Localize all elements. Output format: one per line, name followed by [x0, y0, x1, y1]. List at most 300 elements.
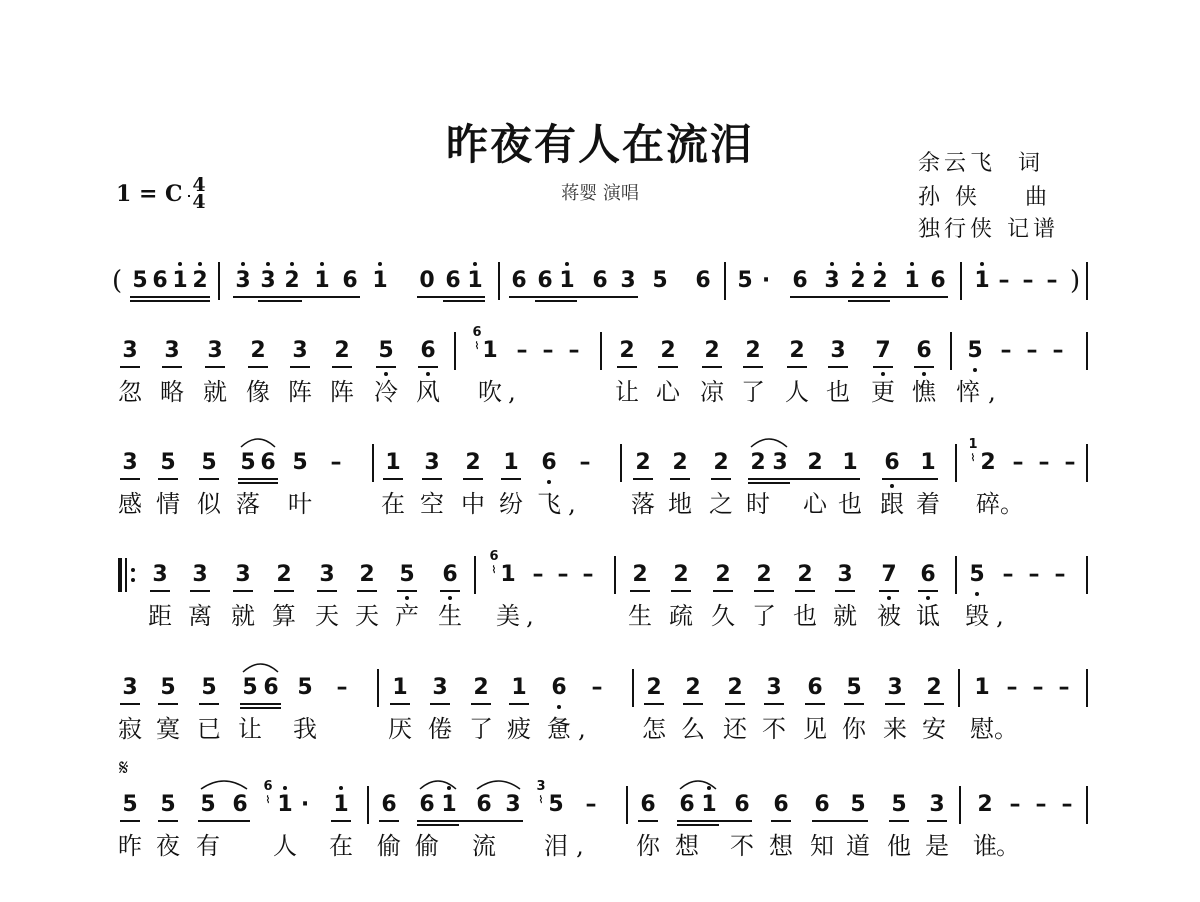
note: 6 — [792, 268, 808, 293]
singer-credit: 蒋婴 演唱 — [561, 183, 639, 204]
lyric-char: 落 — [236, 490, 260, 518]
octave-dot-high — [830, 262, 834, 266]
dash: – — [591, 675, 603, 700]
beam-line — [290, 366, 310, 368]
slur-arc — [242, 661, 279, 673]
lyric-char: 阵 — [330, 378, 354, 406]
bar-line — [632, 669, 634, 707]
beam-line — [443, 300, 485, 302]
note: 1 — [559, 268, 575, 293]
grace-note: 1 — [968, 437, 978, 452]
lyric-char: 流 — [472, 832, 496, 860]
lyric-char: 地 — [668, 490, 692, 518]
beam-line — [630, 590, 650, 592]
beam-line — [638, 820, 658, 822]
bar-line — [959, 786, 961, 824]
lyric-char: 疏 — [669, 602, 693, 630]
octave-dot-low — [975, 592, 979, 596]
note: 6 — [916, 338, 932, 363]
note: 5 — [548, 792, 564, 817]
close-paren: ) — [1070, 266, 1081, 296]
repeat-bar-thin — [125, 558, 127, 592]
bar-line — [950, 332, 952, 370]
lyric-char: 疲 — [507, 715, 531, 743]
note: 2 — [635, 450, 651, 475]
note: 3 — [505, 792, 521, 817]
octave-dot-low — [922, 372, 926, 376]
beam-line — [233, 590, 253, 592]
note: 2 — [334, 338, 350, 363]
beam-line — [501, 478, 521, 480]
lyric-char: 还 — [723, 715, 747, 743]
beam-line — [764, 703, 784, 705]
lyric-char: 他 — [887, 832, 911, 860]
beam-line — [844, 703, 864, 705]
time-signature-line — [188, 195, 190, 197]
dash: – — [1054, 562, 1066, 587]
lyric-char: 像 — [246, 378, 270, 406]
octave-dot-low — [426, 372, 430, 376]
beam-line — [644, 703, 664, 705]
note: 5 — [850, 792, 866, 817]
note: 1 — [701, 792, 717, 817]
beam-line — [379, 820, 399, 822]
beam-line — [238, 482, 278, 484]
octave-dot-low — [405, 596, 409, 600]
beam-line — [417, 820, 523, 822]
beam-line — [535, 300, 577, 302]
beam-line — [198, 820, 250, 822]
lyric-char: 距 — [148, 602, 172, 630]
lyric-char: 心 — [803, 490, 827, 518]
lyric-char: 就 — [833, 602, 857, 630]
lyric-char: 感 — [118, 490, 142, 518]
beam-line — [658, 366, 678, 368]
augmentation-dot: · — [300, 792, 310, 817]
lyric-char: , — [568, 490, 576, 518]
note: 6 — [442, 562, 458, 587]
beam-line — [158, 478, 178, 480]
time-signature-bottom: 4 — [192, 191, 206, 213]
note: 2 — [926, 675, 942, 700]
composer-credit: 孙 侠 曲 — [918, 185, 1051, 210]
note: 6 — [734, 792, 750, 817]
slur-arc — [240, 436, 276, 448]
note: 5 — [297, 675, 313, 700]
time-signature-top: 4 — [192, 174, 206, 196]
beam-line — [918, 590, 938, 592]
lyric-char: 也 — [838, 490, 862, 518]
beam-line — [120, 366, 140, 368]
note: 6 — [551, 675, 567, 700]
lyric-char: 似 — [197, 490, 221, 518]
dash: – — [1035, 792, 1047, 817]
beam-line — [879, 590, 899, 592]
bar-line — [454, 332, 456, 370]
lyric-char: 慰 — [970, 715, 994, 743]
note: 2 — [250, 338, 266, 363]
beam-line — [725, 703, 745, 705]
note: 6 — [419, 792, 435, 817]
beam-line — [240, 707, 281, 709]
lyric-char: 不 — [730, 832, 754, 860]
note: 0 — [419, 268, 435, 293]
octave-dot-high — [241, 262, 245, 266]
note: 6 — [592, 268, 608, 293]
note: 5 — [132, 268, 148, 293]
beam-line — [677, 820, 752, 822]
beam-line — [150, 590, 170, 592]
lyric-char: 着 — [916, 490, 940, 518]
lyric-char: 知 — [810, 832, 834, 860]
note: 6 — [773, 792, 789, 817]
bar-line — [626, 786, 628, 824]
note: 6 — [807, 675, 823, 700]
note: 1 — [974, 675, 990, 700]
beam-line — [471, 703, 491, 705]
beam-line — [417, 824, 459, 826]
dash: – — [532, 562, 544, 587]
note: 5 — [160, 450, 176, 475]
beam-line — [754, 590, 774, 592]
note: 5 — [240, 450, 256, 475]
lyric-char: 略 — [160, 378, 184, 406]
note: 3 — [152, 562, 168, 587]
octave-dot-low — [881, 372, 885, 376]
beam-line — [120, 820, 140, 822]
beam-line — [795, 590, 815, 592]
note: 1 — [482, 338, 498, 363]
note: 3 — [620, 268, 636, 293]
note: 3 — [122, 338, 138, 363]
lyric-char: 离 — [188, 602, 212, 630]
bar-line — [474, 556, 476, 594]
note: 3 — [292, 338, 308, 363]
lyric-char: 让 — [238, 715, 262, 743]
lyric-char: 偷 — [415, 832, 439, 860]
slur-arc — [750, 436, 788, 448]
octave-dot-low — [547, 480, 551, 484]
beam-line — [924, 703, 944, 705]
dash: – — [582, 562, 594, 587]
grace-tie: ⌇ — [970, 453, 976, 464]
beam-line — [463, 478, 483, 480]
beam-line — [812, 820, 868, 822]
octave-dot-high — [856, 262, 860, 266]
note: 6 — [381, 792, 397, 817]
beam-line — [882, 478, 938, 480]
note: 3 — [424, 450, 440, 475]
lyric-char: 惫 — [547, 715, 571, 743]
beam-line — [120, 703, 140, 705]
octave-dot-high — [266, 262, 270, 266]
beam-line — [914, 366, 934, 368]
lyric-char: 落 — [631, 490, 655, 518]
beam-line — [190, 590, 210, 592]
note: 1 — [314, 268, 330, 293]
note: 2 — [465, 450, 481, 475]
lyric-char: , — [996, 602, 1004, 630]
note: 3 — [772, 450, 788, 475]
note: 2 — [660, 338, 676, 363]
lyric-char: 不 — [762, 715, 786, 743]
beam-line — [440, 590, 460, 592]
lyric-char: 毁 — [965, 602, 989, 630]
bar-line — [1086, 556, 1088, 594]
slur-arc — [200, 778, 248, 790]
lyric-char: 阵 — [288, 378, 312, 406]
lyric-char: 飞 — [537, 490, 561, 518]
note: 3 — [207, 338, 223, 363]
beam-line — [240, 703, 281, 705]
dash: – — [1052, 338, 1064, 363]
repeat-bar-thick — [118, 558, 122, 592]
lyric-char: 道 — [846, 832, 870, 860]
dash: – — [542, 338, 554, 363]
lyric-char: 时 — [746, 490, 770, 518]
note: 6 — [420, 338, 436, 363]
lyric-char: 寂 — [118, 715, 142, 743]
octave-dot-low — [384, 372, 388, 376]
octave-dot-high — [283, 786, 287, 790]
lyric-char: 也 — [826, 378, 850, 406]
note: 1 — [333, 792, 349, 817]
song-title: 昨夜有人在流泪 — [445, 120, 754, 169]
augmentation-dot: · — [761, 268, 771, 293]
lyric-char: 生 — [438, 602, 462, 630]
note: 5 — [242, 675, 258, 700]
grace-note: 3 — [536, 779, 546, 794]
lyric-char: 生 — [628, 602, 652, 630]
dash: – — [1061, 792, 1073, 817]
beam-line — [617, 366, 637, 368]
dash: – — [1009, 792, 1021, 817]
beam-line — [748, 482, 790, 484]
lyric-char: 倦 — [428, 715, 452, 743]
lyric-char: 你 — [636, 832, 660, 860]
open-paren: ( — [112, 266, 123, 296]
lyric-char: 在 — [381, 490, 405, 518]
note: 6 — [342, 268, 358, 293]
grace-tie: ⌇ — [265, 795, 271, 806]
lyric-char: , — [508, 378, 516, 406]
lyric-char: 悴 — [956, 378, 980, 406]
lyric-char: 算 — [272, 602, 296, 630]
lyric-char: 凉 — [700, 378, 724, 406]
note: 1 — [277, 792, 293, 817]
beam-line — [670, 478, 690, 480]
octave-dot-high — [198, 262, 202, 266]
lyric-char: , — [526, 602, 534, 630]
lyric-char: 见 — [803, 715, 827, 743]
beam-line — [130, 296, 210, 298]
beam-line — [376, 366, 396, 368]
octave-dot-high — [320, 262, 324, 266]
lyric-char: 是 — [925, 832, 949, 860]
note: 5 — [652, 268, 668, 293]
note: 1 — [974, 268, 990, 293]
beam-line — [331, 820, 351, 822]
note: 2 — [807, 450, 823, 475]
lyric-char: 吹 — [478, 378, 502, 406]
bar-line — [958, 669, 960, 707]
note: 1 — [392, 675, 408, 700]
lyric-char: 天 — [355, 602, 379, 630]
dash: – — [336, 675, 348, 700]
lyric-char: 厌 — [388, 715, 412, 743]
dash: – — [516, 338, 528, 363]
note: 2 — [797, 562, 813, 587]
lyric-char: 偷 — [377, 832, 401, 860]
note: 6 — [511, 268, 527, 293]
lyric-char: 怎 — [642, 715, 666, 743]
lyric-char: 了 — [752, 602, 776, 630]
beam-line — [748, 478, 860, 480]
beam-line — [671, 590, 691, 592]
note: 5 — [378, 338, 394, 363]
note: 7 — [875, 338, 891, 363]
dash: – — [1022, 268, 1034, 293]
bar-line — [1086, 444, 1088, 482]
octave-dot-high — [878, 262, 882, 266]
note: 2 — [359, 562, 375, 587]
dash: – — [1006, 675, 1018, 700]
dash: – — [1028, 562, 1040, 587]
score-row — [0, 675, 1200, 785]
note: 2 — [745, 338, 761, 363]
lyric-char: 。 — [994, 715, 1018, 743]
dash: – — [1046, 268, 1058, 293]
beam-line — [828, 366, 848, 368]
note: 2 — [473, 675, 489, 700]
note: 5 — [200, 792, 216, 817]
beam-line — [677, 824, 719, 826]
bar-line — [620, 444, 622, 482]
score-row — [0, 325, 1200, 448]
lyric-char: 忽 — [118, 378, 142, 406]
bar-line — [955, 556, 957, 594]
lyric-char: 跟 — [880, 490, 904, 518]
bar-line — [600, 332, 602, 370]
lyric-char: 寞 — [156, 715, 180, 743]
beam-line — [248, 366, 268, 368]
note: 6 — [152, 268, 168, 293]
note: 2 — [284, 268, 300, 293]
dash: – — [1000, 338, 1012, 363]
note: 2 — [980, 450, 996, 475]
dash: – — [1038, 450, 1050, 475]
note: 6 — [640, 792, 656, 817]
note: 3 — [929, 792, 945, 817]
note: 5 — [201, 450, 217, 475]
octave-dot-low — [448, 596, 452, 600]
lyric-char: 更 — [871, 378, 895, 406]
slur-arc — [476, 778, 521, 790]
beam-line — [162, 366, 182, 368]
octave-dot-high — [178, 262, 182, 266]
lyric-char: 诋 — [916, 602, 940, 630]
beam-line — [889, 820, 909, 822]
note: 1 — [842, 450, 858, 475]
note: 6 — [920, 562, 936, 587]
beam-line — [238, 478, 278, 480]
note: 2 — [619, 338, 635, 363]
note: 3 — [824, 268, 840, 293]
bar-line — [377, 669, 379, 707]
bar-line — [1086, 332, 1088, 370]
note: 6 — [445, 268, 461, 293]
note: 2 — [632, 562, 648, 587]
lyric-char: 冷 — [374, 378, 398, 406]
note: 5 — [399, 562, 415, 587]
note: 3 — [432, 675, 448, 700]
time-signature — [188, 174, 210, 213]
beam-line — [274, 590, 294, 592]
note: 5 — [122, 792, 138, 817]
slur-arc — [419, 778, 457, 790]
lyric-char: 天 — [315, 602, 339, 630]
beam-line — [430, 703, 450, 705]
bar-line — [724, 262, 726, 300]
grace-note: 6 — [489, 549, 499, 564]
beam-line — [317, 590, 337, 592]
beam-line — [199, 478, 219, 480]
beam-line — [418, 366, 438, 368]
beam-line — [702, 366, 722, 368]
note: 2 — [715, 562, 731, 587]
score-row — [0, 437, 1200, 560]
note: 3 — [235, 268, 251, 293]
octave-dot-low — [973, 368, 977, 372]
note: 5 — [292, 450, 308, 475]
beam-line — [233, 296, 360, 298]
note: 6 — [814, 792, 830, 817]
bar-line — [1086, 786, 1088, 824]
score-row — [0, 549, 1200, 672]
lyric-char: 昨 — [118, 832, 142, 860]
note: 6 — [260, 450, 276, 475]
beam-line — [258, 300, 302, 302]
lyric-char: 安 — [922, 715, 946, 743]
note: 5 — [160, 675, 176, 700]
lyric-char: 碎 — [976, 490, 1000, 518]
lyric-char: 在 — [329, 832, 353, 860]
octave-dot-low — [890, 484, 894, 488]
note: 2 — [850, 268, 866, 293]
dash: – — [1002, 562, 1014, 587]
dash: – — [557, 562, 569, 587]
dash: – — [1058, 675, 1070, 700]
note: 1 — [511, 675, 527, 700]
note: 2 — [756, 562, 772, 587]
note: 2 — [727, 675, 743, 700]
octave-dot-high — [910, 262, 914, 266]
beam-line — [771, 820, 791, 822]
note: 7 — [881, 562, 897, 587]
note: 5 — [737, 268, 753, 293]
beam-line — [711, 478, 731, 480]
lyric-char: 就 — [231, 602, 255, 630]
lyric-char: , — [576, 832, 584, 860]
beam-line — [199, 703, 219, 705]
lyric-char: 心 — [656, 378, 680, 406]
lyric-char: , — [578, 715, 586, 743]
lyric-char: 来 — [883, 715, 907, 743]
beam-line — [397, 590, 417, 592]
bar-line — [498, 262, 500, 300]
note: 3 — [164, 338, 180, 363]
beam-line — [848, 300, 890, 302]
